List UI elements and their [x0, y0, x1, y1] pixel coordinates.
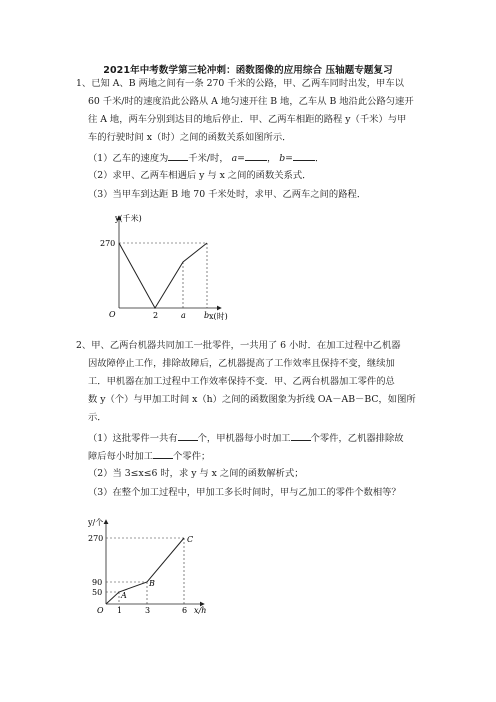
- q2-part-1: （1）这批零件一共有 个，甲机器每小时加工 个零件，乙机器排除故: [88, 433, 404, 444]
- q2-text-line-1: 甲、乙两台机器共同加工一批零件，一共用了 6 小时．在加工过程中乙机器: [91, 340, 401, 351]
- answer-blank[interactable]: [293, 151, 315, 161]
- q1-part-1: （1）乙车的速度为 千米/时， a= ， b= ．: [88, 153, 325, 164]
- tick-2: 2: [153, 311, 159, 320]
- x-axis-label: x/h: [194, 606, 207, 615]
- origin-label: O: [97, 606, 104, 615]
- point-b-label: B: [149, 579, 155, 588]
- answer-blank[interactable]: [178, 431, 198, 441]
- q1-text-line-4: 车的行驶时间 x（时）之间的函数关系如图所示．: [88, 132, 292, 143]
- q1-text-line-2: 60 千米/时的速度沿此公路从 A 地匀速开往 B 地，乙车从 B 地沿此公路匀速开: [88, 96, 414, 107]
- tick-3: 3: [145, 606, 151, 615]
- tick-270: 270: [100, 239, 116, 248]
- q1-text-line-3: 往 A 地，两车分别到达目的地后停止．甲、乙两车相距的路程 y（千米）与甲: [88, 114, 407, 125]
- tick-b: b: [204, 311, 210, 320]
- answer-blank[interactable]: [291, 431, 311, 441]
- q2-number: 2、: [76, 340, 92, 351]
- q1-function-line: [119, 243, 207, 308]
- q2-text-line-4: 数 y（个）与甲加工时间 x（h）之间的函数图象为折线 OA－AB－BC，如图所: [88, 394, 416, 405]
- tick-6: 6: [182, 606, 188, 615]
- q2-part-1-cont: 障后每小时加工 个零件；: [88, 451, 211, 462]
- q1-number: 1、: [76, 78, 92, 89]
- x-axis-label: x(时): [209, 312, 228, 320]
- y-axis-label: y(千米): [115, 214, 142, 223]
- q2-text-line-2: 因故障停止工作，排除故障后，乙机器提高了工作效率且保持不变，继续加: [88, 358, 395, 369]
- answer-blank[interactable]: [168, 151, 188, 161]
- point-a-label: A: [121, 591, 127, 600]
- q1-text-line-1: 已知 A、B 两地之间有一条 270 千米的公路，甲、乙两车同时出发，甲车以: [91, 78, 404, 89]
- q1-graph: [95, 208, 235, 320]
- q1-part-3: （3）当甲车到达距 B 地 70 千米处时，求甲、乙两车之间的路程．: [88, 189, 367, 200]
- document-title: 2021年中考数学第三轮冲刺：函数图像的应用综合 压轴题专题复习: [103, 65, 393, 76]
- y-axis-label: y/个: [88, 518, 104, 527]
- answer-blank[interactable]: [245, 151, 267, 161]
- q2-part-3: （3）在整个加工过程中，甲加工多长时间时，甲与乙加工的零件个数相等？: [88, 487, 401, 498]
- tick-a: a: [181, 311, 186, 320]
- q2-line-1: [76, 340, 401, 352]
- tick-50: 50: [92, 588, 103, 597]
- q2-text-line-5: 示．: [88, 412, 107, 423]
- tick-90: 90: [92, 578, 103, 587]
- answer-blank[interactable]: [153, 449, 173, 459]
- q1-line-1: [76, 78, 404, 90]
- q2-graph: [80, 512, 220, 618]
- q2-part-2: （2）当 3≤x≤6 时，求 y 与 x 之间的函数解析式；: [88, 468, 304, 479]
- tick-270: 270: [88, 534, 104, 543]
- q1-part-2: （2）求甲、乙两车相遇后 y 与 x 之间的函数关系式．: [88, 170, 312, 181]
- tick-1: 1: [117, 606, 123, 615]
- q2-function-line: [106, 538, 184, 604]
- point-c-label: C: [187, 535, 194, 544]
- q2-text-line-3: 工．甲机器在加工过程中工作效率保持不变．甲、乙两台机器加工零件的总: [88, 376, 395, 387]
- origin-label: O: [109, 310, 116, 319]
